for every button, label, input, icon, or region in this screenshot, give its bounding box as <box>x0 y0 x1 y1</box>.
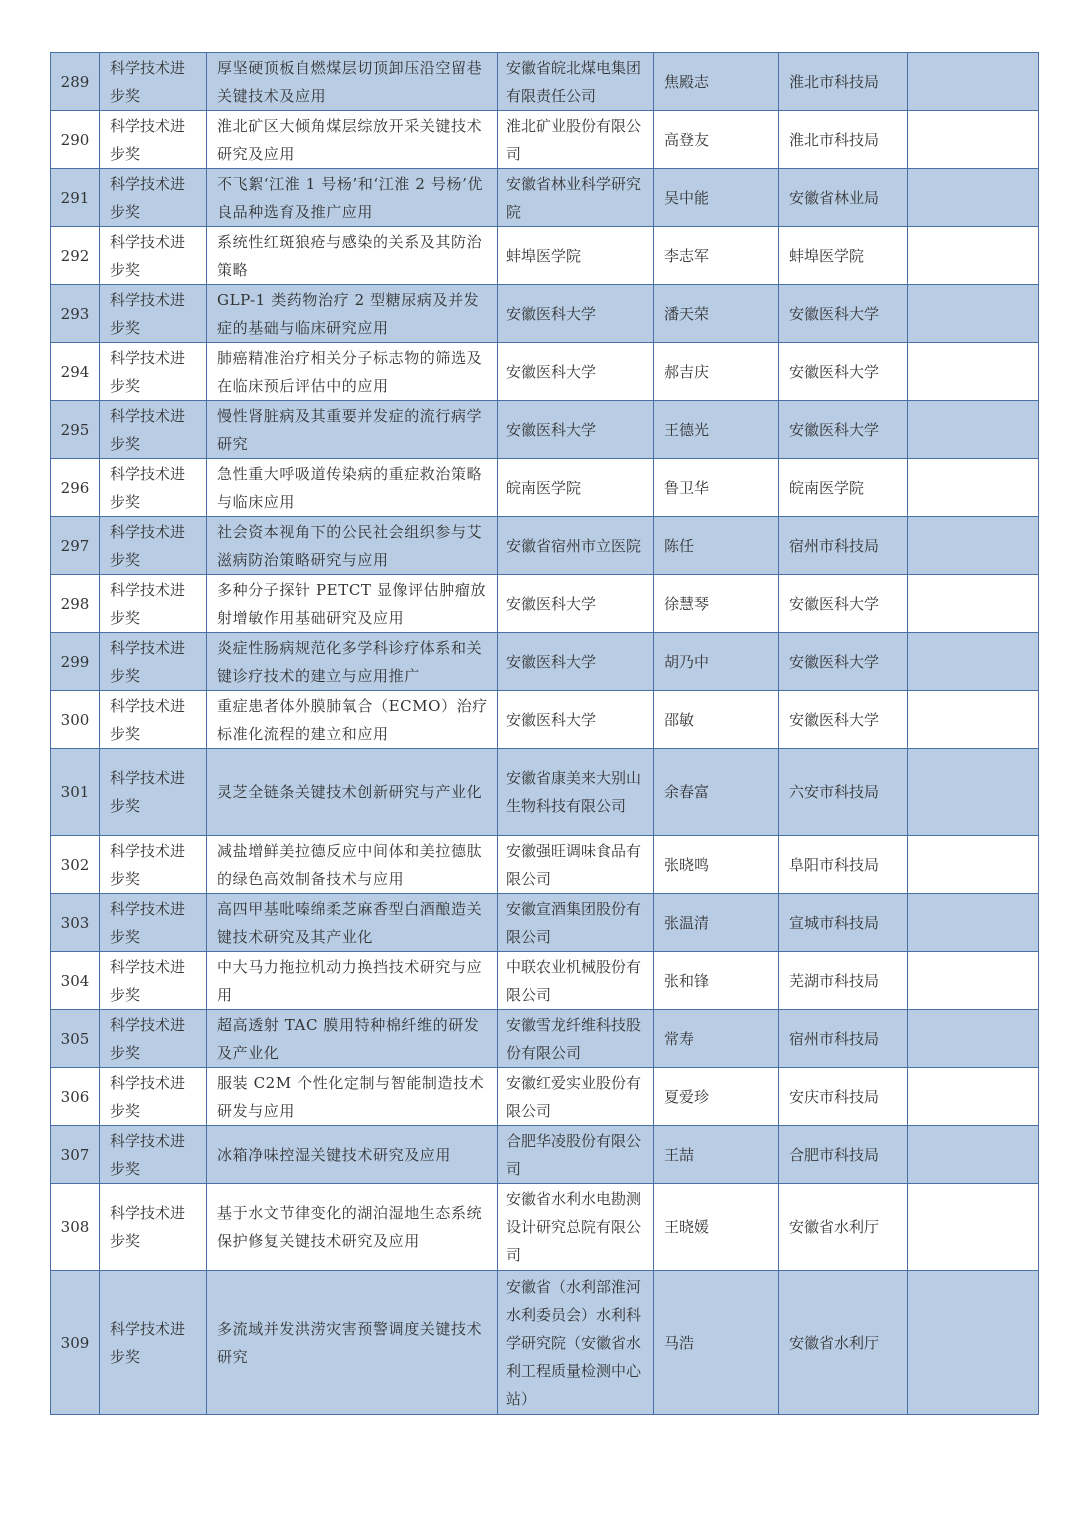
completing-person: 王喆 <box>654 1126 779 1184</box>
remark <box>908 749 1039 836</box>
completing-unit: 安徽省水利水电勘测设计研究总院有限公司 <box>498 1184 654 1271</box>
completing-person: 焦殿志 <box>654 53 779 111</box>
table-row <box>51 1184 1039 1271</box>
row-number: 309 <box>51 1271 100 1415</box>
remark <box>908 691 1039 749</box>
table-row <box>51 1068 1039 1126</box>
completing-unit: 安徽医科大学 <box>498 575 654 633</box>
project-name: 多流域并发洪涝灾害预警调度关键技术研究 <box>207 1271 498 1415</box>
row-number: 294 <box>51 343 100 401</box>
remark <box>908 1126 1039 1184</box>
row-number: 299 <box>51 633 100 691</box>
completing-unit: 中联农业机械股份有限公司 <box>498 952 654 1010</box>
award-category: 科学技术进步奖 <box>100 401 207 459</box>
nominating-department: 阜阳市科技局 <box>779 836 908 894</box>
remark <box>908 53 1039 111</box>
project-name: 社会资本视角下的公民社会组织参与艾滋病防治策略研究与应用 <box>207 517 498 575</box>
nominating-department: 蚌埠医学院 <box>779 227 908 285</box>
completing-unit: 安徽医科大学 <box>498 343 654 401</box>
nominating-department: 皖南医学院 <box>779 459 908 517</box>
completing-unit: 安徽宣酒集团股份有限公司 <box>498 894 654 952</box>
completing-person: 李志军 <box>654 227 779 285</box>
completing-person: 陈任 <box>654 517 779 575</box>
completing-person: 高登友 <box>654 111 779 169</box>
award-category: 科学技术进步奖 <box>100 575 207 633</box>
completing-person: 张和锋 <box>654 952 779 1010</box>
row-number: 298 <box>51 575 100 633</box>
completing-unit: 安徽省林业科学研究院 <box>498 169 654 227</box>
project-name: 高四甲基吡嗪绵柔芝麻香型白酒酿造关键技术研究及其产业化 <box>207 894 498 952</box>
row-number: 297 <box>51 517 100 575</box>
completing-person: 郝吉庆 <box>654 343 779 401</box>
table-row <box>51 401 1039 459</box>
completing-person: 邵敏 <box>654 691 779 749</box>
project-name: 冰箱净味控湿关键技术研究及应用 <box>207 1126 498 1184</box>
completing-unit: 安徽省宿州市立医院 <box>498 517 654 575</box>
completing-unit: 安徽省皖北煤电集团有限责任公司 <box>498 53 654 111</box>
row-number: 293 <box>51 285 100 343</box>
table-row <box>51 1271 1039 1415</box>
award-list-table <box>50 52 1039 1415</box>
completing-unit: 安徽省康美来大别山生物科技有限公司 <box>498 749 654 836</box>
table-row <box>51 285 1039 343</box>
completing-person: 夏爱珍 <box>654 1068 779 1126</box>
award-category: 科学技术进步奖 <box>100 1068 207 1126</box>
project-name: 厚坚硬顶板自燃煤层切顶卸压沿空留巷关键技术及应用 <box>207 53 498 111</box>
table-row <box>51 952 1039 1010</box>
remark <box>908 169 1039 227</box>
remark <box>908 401 1039 459</box>
table-row <box>51 633 1039 691</box>
row-number: 295 <box>51 401 100 459</box>
nominating-department: 宿州市科技局 <box>779 1010 908 1068</box>
award-category: 科学技术进步奖 <box>100 836 207 894</box>
completing-unit: 皖南医学院 <box>498 459 654 517</box>
table-row <box>51 1010 1039 1068</box>
award-category: 科学技术进步奖 <box>100 691 207 749</box>
remark <box>908 111 1039 169</box>
award-category: 科学技术进步奖 <box>100 749 207 836</box>
remark <box>908 517 1039 575</box>
row-number: 289 <box>51 53 100 111</box>
table-row <box>51 836 1039 894</box>
table-row <box>51 894 1039 952</box>
award-category: 科学技术进步奖 <box>100 53 207 111</box>
row-number: 308 <box>51 1184 100 1271</box>
completing-person: 常寿 <box>654 1010 779 1068</box>
completing-person: 鲁卫华 <box>654 459 779 517</box>
project-name: 中大马力拖拉机动力换挡技术研究与应用 <box>207 952 498 1010</box>
completing-unit: 蚌埠医学院 <box>498 227 654 285</box>
completing-unit: 安徽医科大学 <box>498 285 654 343</box>
award-category: 科学技术进步奖 <box>100 1184 207 1271</box>
table-row <box>51 749 1039 836</box>
project-name: 超高透射 TAC 膜用特种棉纤维的研发及产业化 <box>207 1010 498 1068</box>
award-category: 科学技术进步奖 <box>100 169 207 227</box>
table-row <box>51 575 1039 633</box>
project-name: 基于水文节律变化的湖泊湿地生态系统保护修复关键技术研究及应用 <box>207 1184 498 1271</box>
row-number: 302 <box>51 836 100 894</box>
nominating-department: 六安市科技局 <box>779 749 908 836</box>
table-row <box>51 111 1039 169</box>
remark <box>908 836 1039 894</box>
table-row <box>51 343 1039 401</box>
row-number: 300 <box>51 691 100 749</box>
completing-unit: 安徽省（水利部淮河水利委员会）水利科学研究院（安徽省水利工程质量检测中心站） <box>498 1271 654 1415</box>
nominating-department: 安庆市科技局 <box>779 1068 908 1126</box>
completing-person: 张晓鸣 <box>654 836 779 894</box>
remark <box>908 459 1039 517</box>
nominating-department: 安徽医科大学 <box>779 691 908 749</box>
completing-unit: 淮北矿业股份有限公司 <box>498 111 654 169</box>
completing-unit: 安徽医科大学 <box>498 401 654 459</box>
completing-person: 潘天荣 <box>654 285 779 343</box>
completing-person: 王晓媛 <box>654 1184 779 1271</box>
nominating-department: 安徽医科大学 <box>779 401 908 459</box>
project-name: 炎症性肠病规范化多学科诊疗体系和关键诊疗技术的建立与应用推广 <box>207 633 498 691</box>
completing-person: 徐慧琴 <box>654 575 779 633</box>
completing-person: 王德光 <box>654 401 779 459</box>
remark <box>908 952 1039 1010</box>
award-category: 科学技术进步奖 <box>100 633 207 691</box>
remark <box>908 575 1039 633</box>
row-number: 291 <box>51 169 100 227</box>
completing-unit: 安徽强旺调味食品有限公司 <box>498 836 654 894</box>
nominating-department: 宣城市科技局 <box>779 894 908 952</box>
completing-unit: 安徽红爱实业股份有限公司 <box>498 1068 654 1126</box>
nominating-department: 淮北市科技局 <box>779 111 908 169</box>
nominating-department: 安徽医科大学 <box>779 633 908 691</box>
table-row <box>51 227 1039 285</box>
completing-person: 吴中能 <box>654 169 779 227</box>
project-name: 淮北矿区大倾角煤层综放开采关键技术研究及应用 <box>207 111 498 169</box>
completing-person: 马浩 <box>654 1271 779 1415</box>
table-row <box>51 53 1039 111</box>
award-category: 科学技术进步奖 <box>100 343 207 401</box>
award-category: 科学技术进步奖 <box>100 517 207 575</box>
row-number: 306 <box>51 1068 100 1126</box>
award-category: 科学技术进步奖 <box>100 952 207 1010</box>
remark <box>908 227 1039 285</box>
completing-unit: 安徽雪龙纤维科技股份有限公司 <box>498 1010 654 1068</box>
row-number: 292 <box>51 227 100 285</box>
nominating-department: 安徽省水利厅 <box>779 1271 908 1415</box>
award-category: 科学技术进步奖 <box>100 1126 207 1184</box>
project-name: 急性重大呼吸道传染病的重症救治策略与临床应用 <box>207 459 498 517</box>
award-category: 科学技术进步奖 <box>100 1271 207 1415</box>
nominating-department: 安徽省水利厅 <box>779 1184 908 1271</box>
completing-unit: 安徽医科大学 <box>498 633 654 691</box>
nominating-department: 芜湖市科技局 <box>779 952 908 1010</box>
remark <box>908 894 1039 952</box>
completing-person: 余春富 <box>654 749 779 836</box>
nominating-department: 合肥市科技局 <box>779 1126 908 1184</box>
nominating-department: 安徽医科大学 <box>779 285 908 343</box>
row-number: 304 <box>51 952 100 1010</box>
remark <box>908 633 1039 691</box>
nominating-department: 宿州市科技局 <box>779 517 908 575</box>
table-row <box>51 691 1039 749</box>
project-name: 服装 C2M 个性化定制与智能制造技术研发与应用 <box>207 1068 498 1126</box>
table-row <box>51 1126 1039 1184</box>
row-number: 290 <box>51 111 100 169</box>
award-category: 科学技术进步奖 <box>100 894 207 952</box>
project-name: 减盐增鲜美拉德反应中间体和美拉德肽的绿色高效制备技术与应用 <box>207 836 498 894</box>
completing-unit: 安徽医科大学 <box>498 691 654 749</box>
award-category: 科学技术进步奖 <box>100 1010 207 1068</box>
award-category: 科学技术进步奖 <box>100 227 207 285</box>
award-category: 科学技术进步奖 <box>100 285 207 343</box>
remark <box>908 343 1039 401</box>
table-row <box>51 459 1039 517</box>
project-name: 慢性肾脏病及其重要并发症的流行病学研究 <box>207 401 498 459</box>
project-name: 肺癌精准治疗相关分子标志物的筛选及在临床预后评估中的应用 <box>207 343 498 401</box>
nominating-department: 安徽医科大学 <box>779 343 908 401</box>
project-name: 重症患者体外膜肺氧合（ECMO）治疗标准化流程的建立和应用 <box>207 691 498 749</box>
table-row <box>51 517 1039 575</box>
row-number: 296 <box>51 459 100 517</box>
project-name: 多种分子探针 PETCT 显像评估肿瘤放射增敏作用基础研究及应用 <box>207 575 498 633</box>
remark <box>908 1068 1039 1126</box>
table-row <box>51 169 1039 227</box>
completing-person: 胡乃中 <box>654 633 779 691</box>
remark <box>908 1184 1039 1271</box>
nominating-department: 安徽医科大学 <box>779 575 908 633</box>
nominating-department: 安徽省林业局 <box>779 169 908 227</box>
project-name: 灵芝全链条关键技术创新研究与产业化 <box>207 749 498 836</box>
completing-unit: 合肥华凌股份有限公司 <box>498 1126 654 1184</box>
award-category: 科学技术进步奖 <box>100 459 207 517</box>
project-name: GLP-1 类药物治疗 2 型糖尿病及并发症的基础与临床研究应用 <box>207 285 498 343</box>
nominating-department: 淮北市科技局 <box>779 53 908 111</box>
row-number: 307 <box>51 1126 100 1184</box>
project-name: 不飞絮‘江淮 1 号杨’和‘江淮 2 号杨’优良品种选育及推广应用 <box>207 169 498 227</box>
row-number: 301 <box>51 749 100 836</box>
remark <box>908 1271 1039 1415</box>
project-name: 系统性红斑狼疮与感染的关系及其防治策略 <box>207 227 498 285</box>
award-category: 科学技术进步奖 <box>100 111 207 169</box>
completing-person: 张温清 <box>654 894 779 952</box>
remark <box>908 285 1039 343</box>
remark <box>908 1010 1039 1068</box>
row-number: 305 <box>51 1010 100 1068</box>
row-number: 303 <box>51 894 100 952</box>
